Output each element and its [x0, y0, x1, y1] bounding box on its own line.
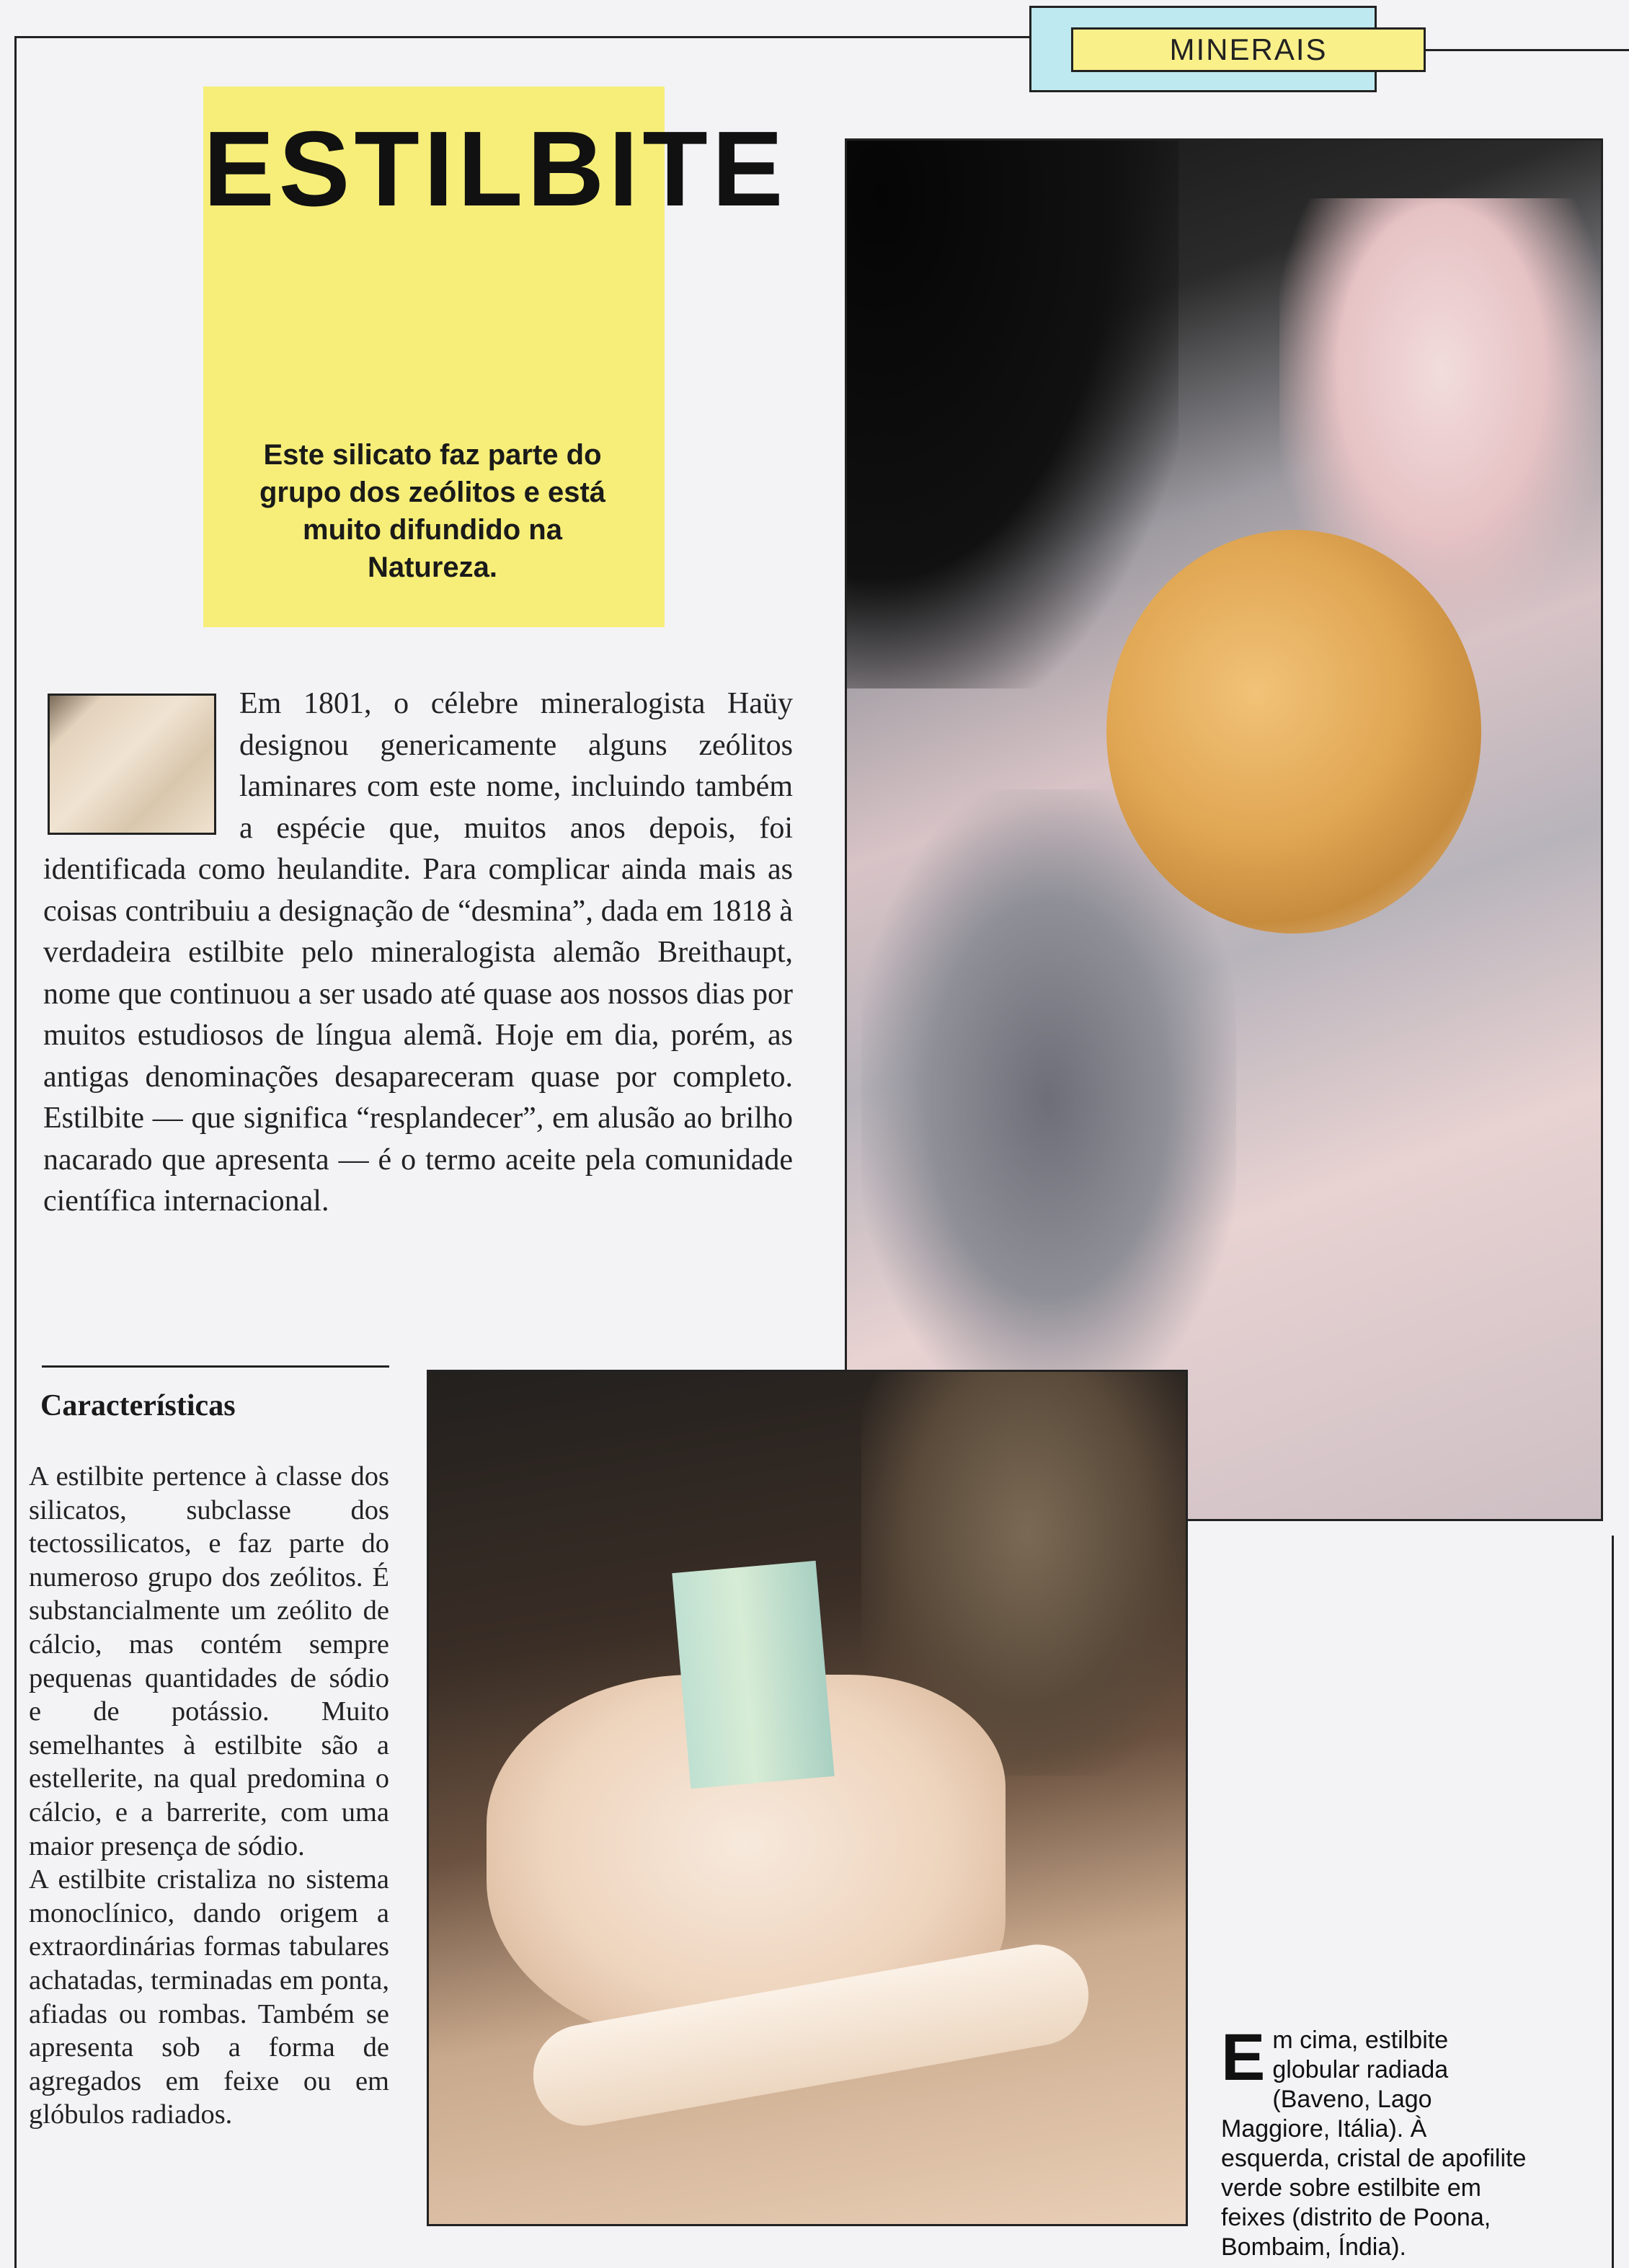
photo-green-apophyllite [672, 1561, 834, 1789]
photo-stilbite-globular [845, 138, 1603, 1521]
photo-shadow [847, 141, 1179, 688]
frame-top-line [14, 36, 1032, 38]
caption-dropcap: E [1221, 2021, 1266, 2094]
frame-right-line [1612, 1536, 1614, 2268]
characteristics-paragraph-2: A estilbite cristaliza no sistema monoclínico, dando origem a extraordinárias formas tabulares achatadas, terminadas em ponta, afiadas ou rombas. Também se apresenta sob a forma de agregados em feixe ou em glóbulos radiados. [29, 1864, 389, 2130]
intro-indent [43, 683, 239, 849]
page-title: ESTILBITE [203, 110, 788, 229]
intro-paragraph: Em 1801, o célebre mineralogista Haüy designou genericamente alguns zeólitos laminares com este nome, incluindo também a espécie que, muitos anos depois, foi identificada como heulandite. Para complicar ainda mais as coisas contribuiu a designação de “desmina”, dada em 1818 à verdadeira estilbite pelo mineralogista alemão Breithaupt, nome que continuou a ser usado até quase aos nossos dias por muitos estudiosos de língua alemã. Hoje em dia, porém, as antigas denominações desapareceram quase por completo. Estilbite — que significa “resplandecer”, em alusão ao brilho nacarado que apresenta — é o termo aceite pela comunidade científica internacional. [43, 687, 793, 1218]
characteristics-paragraph-1: A estilbite pertence à classe dos silicatos, subclasse dos tectossilicatos, e faz parte do numeroso grupo dos zeólitos. É substancialmente um zeólito de cálcio, mas contém sempre pequenas quantidades de sódio e de potássio. Muito semelhantes à estilbite são a estellerite, na qual predomina o cálcio, e a barrerite, com uma maior presença de sódio. [29, 1461, 389, 1861]
section-tab: MINERAIS [1071, 27, 1426, 72]
caption-text: m cima, estilbite globular radiada (Baveno, Lago Maggiore, Itália). À esquerda, cristal de apofilite verde sobre estilbite em feixes (distrito de Poona, Bombaim, Índia). [1221, 2026, 1527, 2261]
frame-left-line [14, 36, 17, 2268]
photo-apophyllite-on-stilbite [427, 1370, 1188, 2226]
characteristics-text [29, 1460, 389, 2132]
subtitle: Este silicato faz parte do grupo dos zeólitos e está muito difundido na Natureza. [259, 439, 606, 583]
characteristics-heading: Características [40, 1389, 236, 1422]
photo-caption [1221, 2021, 1538, 2262]
intro-text [43, 683, 793, 1223]
photo-stilbite-globe [1106, 530, 1481, 934]
frame-top-line-right [1424, 49, 1629, 51]
section-divider [42, 1365, 389, 1368]
